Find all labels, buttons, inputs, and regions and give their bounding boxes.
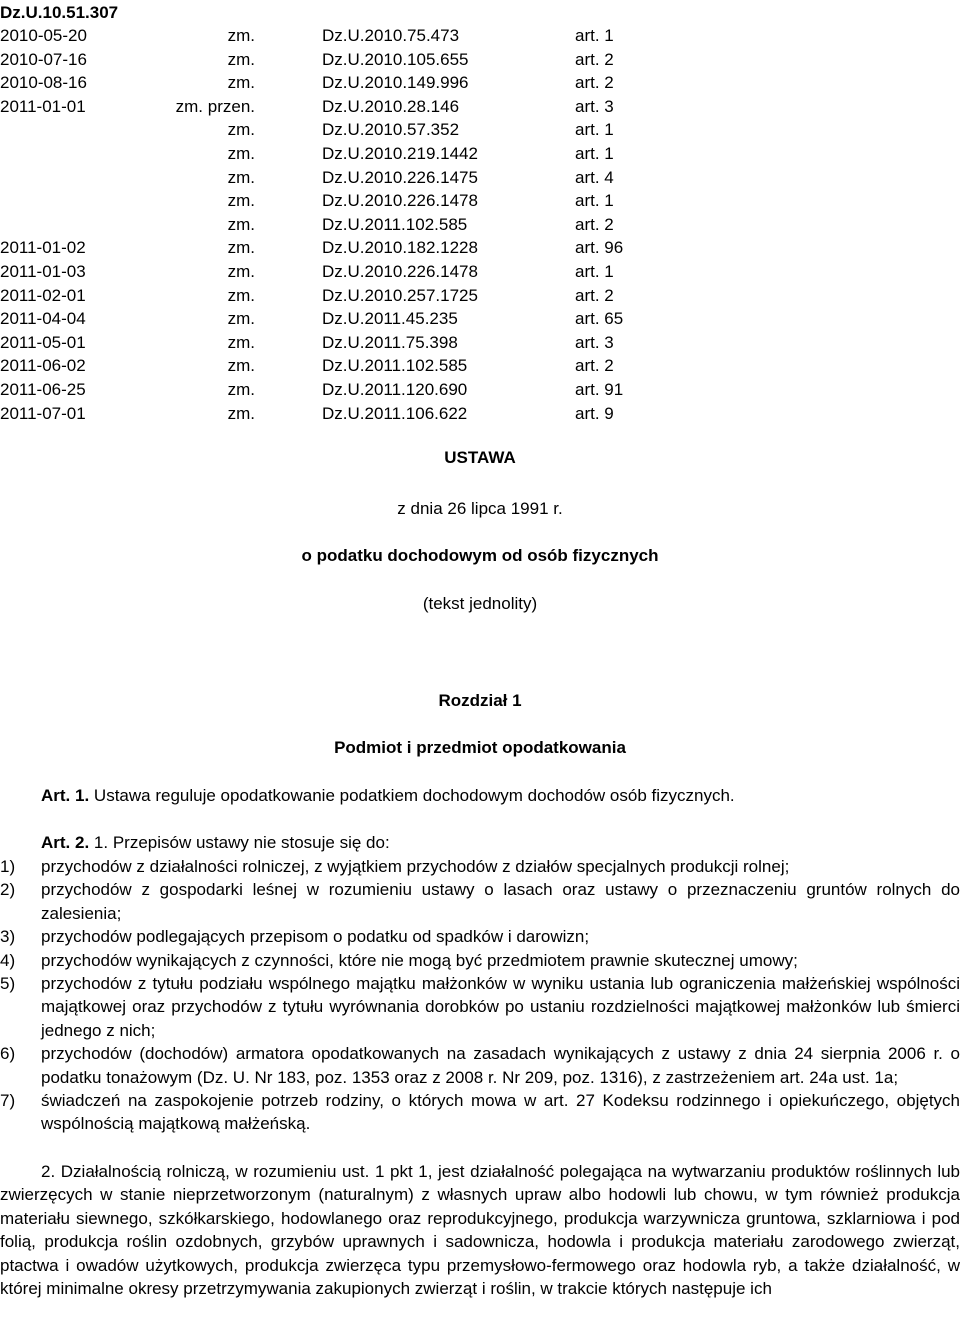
amendment-type: zm. <box>227 403 255 423</box>
amendment-reference: Dz.U.2010.226.1478 <box>322 261 478 281</box>
list-item <box>0 1042 960 1089</box>
list-item-text: przychodów z tytułu podziału wspólnego majątku małżonków w wyniku ustania lub ograniczenia małżeńskiej wspólności majątkowej oraz przychodów z tytułu wyrównania dorobków po ustaniu rozdzielności majątkowej małżonków lub śmierci jednego z nich; <box>41 974 960 1040</box>
amendment-type: zm. <box>227 261 255 281</box>
amendment-reference: Dz.U.2010.105.655 <box>322 49 469 69</box>
edition-note: (tekst jednolity) <box>422 594 538 613</box>
list-item <box>0 949 960 972</box>
list-item-text: przychodów podlegających przepisom o podatku od spadków i darowizn; <box>41 927 590 947</box>
amendment-reference: Dz.U.2010.257.1725 <box>322 285 478 305</box>
list-item-text: przychodów (dochodów) armatora opodatkowanych na zasadach wynikających z ustawy z dnia 24 sierpnia 2006 r. o podatku tonażowym (Dz. U. Nr 183, poz. 1353 oraz z 2008 r. Nr 209, poz. 1316), z zastrzeżeniem art. 24a ust. 1a; <box>41 1044 960 1087</box>
amendment-article: art. 9 <box>575 403 614 423</box>
chapter-number: Rozdział 1 <box>438 691 522 710</box>
list-item <box>0 855 960 878</box>
amendment-type: zm. <box>227 214 255 234</box>
article-1-label: Art. 1. <box>41 786 90 805</box>
amendment-date: 2011-02-01 <box>0 285 86 305</box>
list-item <box>0 972 960 1042</box>
amendment-reference: Dz.U.2010.219.1442 <box>322 143 478 163</box>
amendment-date: 2011-06-25 <box>0 379 86 399</box>
list-item-text: przychodów z gospodarki leśnej w rozumieniu ustawy o lasach oraz ustawy o przeznaczeniu gruntów rolnych do zalesienia; <box>41 880 960 923</box>
amendment-article: art. 4 <box>575 167 614 187</box>
amendment-article: art. 1 <box>575 26 614 45</box>
amendment-date: 2011-01-01 <box>0 96 86 116</box>
amendment-reference: Dz.U.2011.106.622 <box>322 403 468 423</box>
amendment-type: zm. <box>227 356 255 376</box>
amendment-type: zm. <box>227 379 255 399</box>
amendment-reference: Dz.U.2011.102.585 <box>322 356 468 376</box>
amendment-article: art. 1 <box>575 143 614 163</box>
list-item-number: 2) <box>0 880 16 900</box>
amendment-type: zm. <box>227 26 255 45</box>
amendment-type: zm. <box>227 309 255 329</box>
act-date-line: z dnia 26 lipca 1991 r. <box>397 499 563 518</box>
amendment-type: zm. <box>227 167 255 187</box>
act-subject-heading: o podatku dochodowym od osób fizycznych <box>301 546 659 565</box>
amendment-article: art. 1 <box>575 191 614 211</box>
amendment-reference: Dz.U.2010.75.473 <box>322 26 460 45</box>
amendment-date: 2011-01-03 <box>0 261 86 281</box>
amendment-type: zm. <box>227 191 255 211</box>
amendment-date: 2011-06-02 <box>0 356 86 376</box>
list-item-number: 4) <box>0 950 16 970</box>
document-id: Dz.U.10.51.307 <box>0 3 119 22</box>
amendment-reference: Dz.U.2010.226.1475 <box>322 167 478 187</box>
article-1 <box>41 784 960 807</box>
amendment-date: 2011-04-04 <box>0 309 86 329</box>
amendment-article: art. 65 <box>575 309 624 329</box>
amendment-reference: Dz.U.2011.102.585 <box>322 214 468 234</box>
amendment-article: art. 1 <box>575 261 614 281</box>
amendment-reference: Dz.U.2010.149.996 <box>322 73 469 93</box>
amendment-reference: Dz.U.2011.45.235 <box>322 309 458 329</box>
list-item-number: 3) <box>0 927 16 947</box>
article-2-heading <box>41 831 960 854</box>
article-2-label: Art. 2. <box>41 833 90 852</box>
amendment-date: 2011-01-02 <box>0 238 86 258</box>
amendment-article: art. 2 <box>575 49 614 69</box>
list-item <box>0 878 960 925</box>
amendment-type: zm. <box>227 238 255 258</box>
amendment-article: art. 3 <box>575 96 614 116</box>
amendment-type: zm. przen. <box>175 96 255 116</box>
list-item-text: świadczeń na zaspokojenie potrzeb rodziny, o których mowa w art. 27 Kodeksu rodzinnego i opiekuńczego, objętych wspólnością majątkową małżeńską. <box>41 1091 960 1134</box>
amendment-reference: Dz.U.2011.120.690 <box>322 379 468 399</box>
amendment-type: zm. <box>227 73 255 93</box>
amendment-date: 2010-05-20 <box>0 26 87 45</box>
amendment-type: zm. <box>227 143 255 163</box>
amendment-reference: Dz.U.2010.28.146 <box>322 96 460 116</box>
amendment-reference: Dz.U.2011.75.398 <box>322 332 458 352</box>
list-item-number: 6) <box>0 1044 16 1064</box>
amendment-article: art. 1 <box>575 120 614 140</box>
amendment-reference: Dz.U.2010.226.1478 <box>322 191 478 211</box>
amendment-reference: Dz.U.2010.182.1228 <box>322 238 478 258</box>
article-2-paragraph-2: 2. Działalnością rolniczą, w rozumieniu ust. 1 pkt 1, jest działalność polegająca na wytwarzaniu produktów roślinnych lub zwierzęcych w stanie nieprzetworzonym (naturalnym) z własnych upraw albo hodowli lub chowu, w tym również produkcja materiału siewnego, szkółkarskiego, hodowlanego oraz reprodukcyjnego, produkcja warzywnicza gruntowa, szklarniowa i pod folią, produkcja roślin ozdobnych, grzybów uprawnych i sadownicza, hodowla i produkcja materiału zarodowego zwierząt, ptactwa i owadów użytkowych, produkcja zwierzęca typu przemysłowo-fermowego oraz hodowla ryb, a także działalność, w której minimalne okresy przetrzymywania zakupionych zwierząt i roślin, w trakcie których następuje ich <box>0 1162 960 1299</box>
list-item-text: przychodów z działalności rolniczej, z wyjątkiem przychodów z działów specjalnych produkcji rolnej; <box>41 857 790 876</box>
article-2-intro: 1. Przepisów ustawy nie stosuje się do: <box>93 833 390 852</box>
amendment-date: 2010-07-16 <box>0 49 87 69</box>
amendment-type: zm. <box>227 120 255 140</box>
amendment-date: 2010-08-16 <box>0 73 87 93</box>
amendment-date: 2011-05-01 <box>0 332 86 352</box>
amendment-type: zm. <box>227 332 255 352</box>
amendment-article: art. 2 <box>575 214 614 234</box>
amendment-article: art. 91 <box>575 379 624 399</box>
list-item-number: 7) <box>0 1091 16 1111</box>
article-2-items <box>0 855 960 1136</box>
amendment-date: 2011-07-01 <box>0 403 86 423</box>
list-item-number: 1) <box>0 857 16 876</box>
act-type-heading: USTAWA <box>444 448 516 467</box>
list-item-text: przychodów wynikających z czynności, które nie mogą być przedmiotem prawnie skutecznej umowy; <box>41 950 798 970</box>
amendment-type: zm. <box>227 49 255 69</box>
amendment-article: art. 96 <box>575 238 624 258</box>
amendment-article: art. 3 <box>575 332 614 352</box>
amendment-article: art. 2 <box>575 285 614 305</box>
article-1-text: Ustawa reguluje opodatkowanie podatkiem dochodowym dochodów osób fizycznych. <box>93 786 735 805</box>
amendment-type: zm. <box>227 285 255 305</box>
list-item-number: 5) <box>0 974 16 994</box>
chapter-title: Podmiot i przedmiot opodatkowania <box>334 738 626 757</box>
amendment-article: art. 2 <box>575 356 614 376</box>
list-item <box>0 925 960 948</box>
list-item <box>0 1089 960 1136</box>
amendment-reference: Dz.U.2010.57.352 <box>322 120 460 140</box>
amendment-article: art. 2 <box>575 73 614 93</box>
